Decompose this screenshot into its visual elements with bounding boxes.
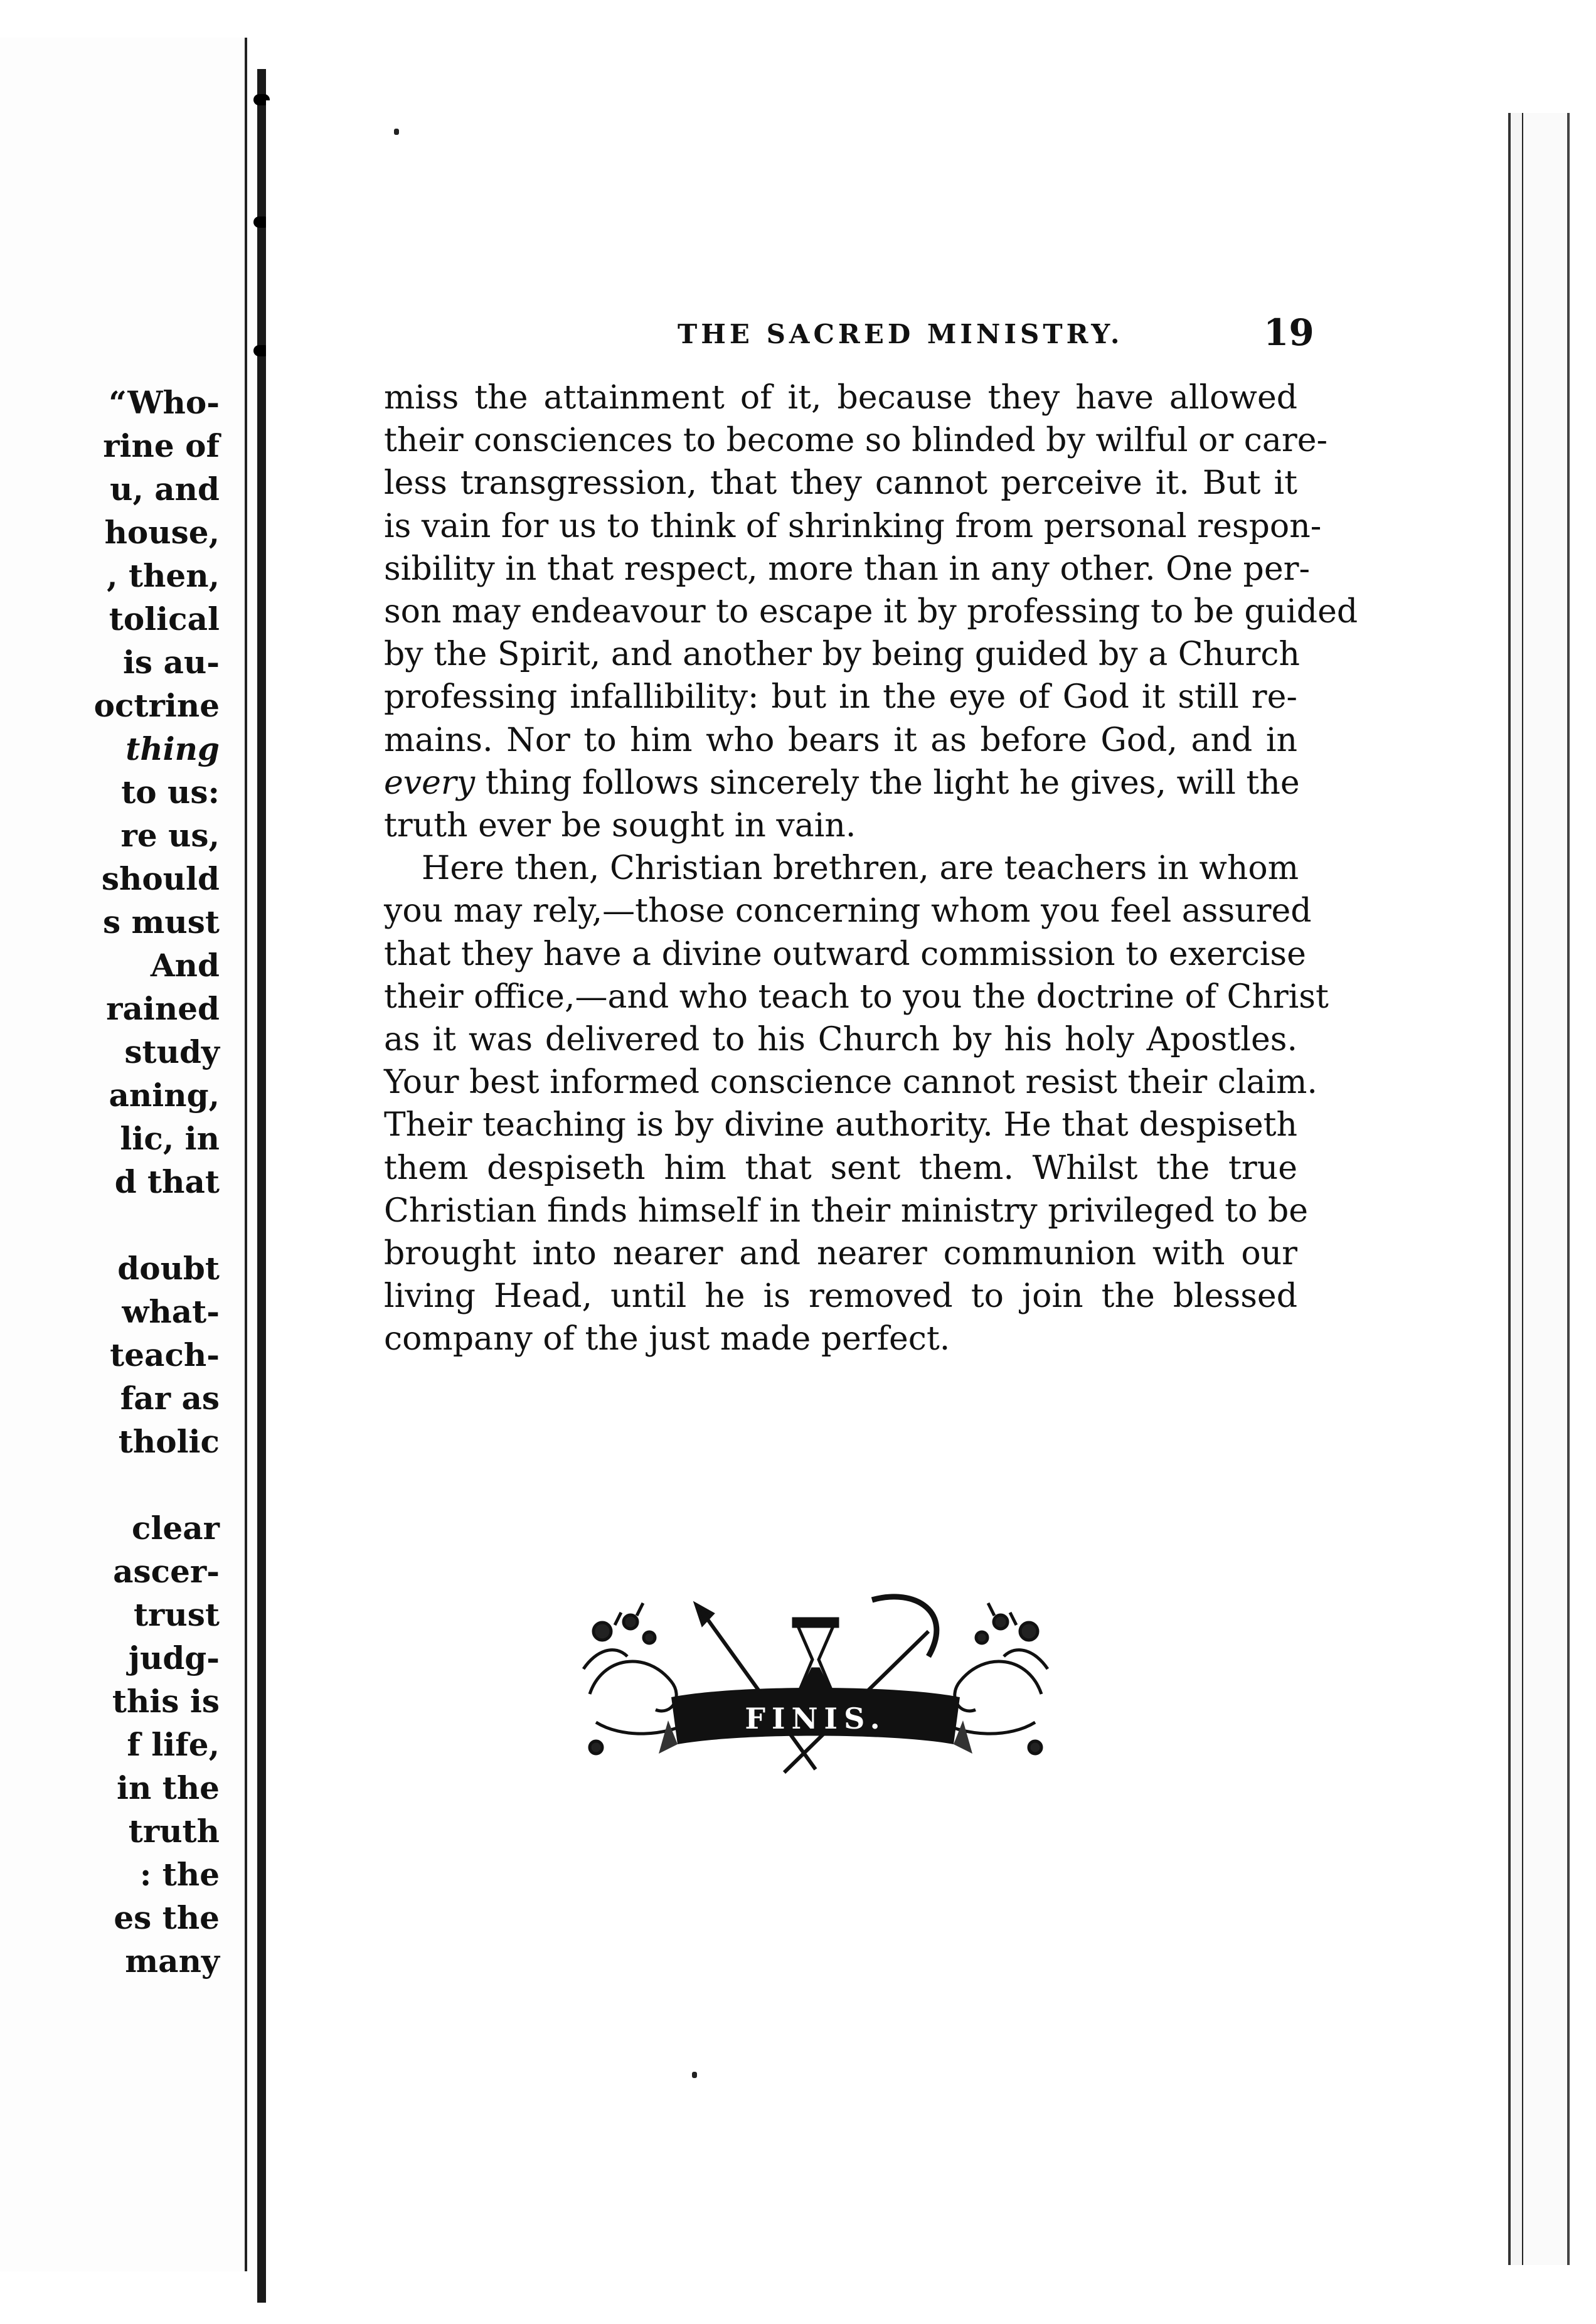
- left-line: teach-: [110, 1336, 220, 1373]
- left-line: rine of: [103, 427, 220, 464]
- text-line: that they have a divine outward commission to exercise: [384, 935, 1306, 973]
- left-line: es the: [114, 1899, 220, 1936]
- left-line: many: [125, 1943, 220, 1980]
- left-line: far as: [120, 1380, 220, 1417]
- text-line: Christian finds himself in their ministry privileged to be: [384, 1191, 1309, 1230]
- ink-speck: [692, 2072, 697, 2078]
- text-line: is vain for us to think of shrinking from personal respon-: [384, 507, 1322, 545]
- running-head: THE SACRED MINISTRY.: [678, 319, 1124, 349]
- left-line: octrine: [93, 687, 220, 724]
- text-line: company of the just made perfect.: [384, 1320, 950, 1358]
- italic-word: every: [384, 764, 476, 802]
- left-line: ascer-: [113, 1553, 220, 1590]
- left-line: trust: [133, 1596, 220, 1633]
- text-line: mains. Nor to him who bears it as before God, and in: [384, 721, 1297, 759]
- text-line: less transgression, that they cannot perceive it. But it: [384, 464, 1297, 503]
- text-line: Your best informed conscience cannot resist their claim.: [384, 1063, 1317, 1102]
- left-line: thing: [125, 730, 220, 767]
- left-line: lic, in: [120, 1120, 220, 1157]
- left-line: this is: [112, 1683, 220, 1720]
- left-line: is au-: [122, 644, 220, 681]
- left-line: u, and: [110, 471, 220, 508]
- page-edge-shadow: [1523, 113, 1570, 2265]
- left-line: re us,: [120, 817, 220, 854]
- text-line: their consciences to become so blinded by wilful or care-: [384, 422, 1328, 460]
- finis-ornament: [577, 1587, 1054, 1794]
- text-line: sibility in that respect, more than in any other. One per-: [384, 550, 1311, 588]
- left-line: truth: [128, 1813, 220, 1850]
- left-line: doubt: [117, 1250, 220, 1287]
- finis-text: FINIS.: [745, 1702, 886, 1735]
- left-line: And: [150, 947, 220, 984]
- text-line: their office,—and who teach to you the doctrine of Christ: [384, 978, 1329, 1016]
- left-line: “Who-: [109, 384, 220, 421]
- text-line: them despiseth him that sent them. Whilst the true: [384, 1149, 1297, 1187]
- left-line: : the: [139, 1856, 220, 1893]
- left-line: , then,: [107, 557, 220, 594]
- ink-speck: [394, 129, 399, 135]
- left-line: clear: [132, 1510, 220, 1547]
- page-number: 19: [1264, 311, 1314, 354]
- text-line: Their teaching is by divine authority. He that despiseth: [384, 1106, 1297, 1144]
- left-line: in the: [116, 1769, 220, 1806]
- left-line: rained: [106, 990, 220, 1027]
- left-line: study: [124, 1033, 220, 1070]
- left-page-fragment: [0, 38, 247, 2271]
- text-line: professing infallibility: but in the eye of God it still re-: [384, 678, 1297, 717]
- left-line: what-: [122, 1293, 220, 1330]
- text-line: by the Spirit, and another by being guided by a Church: [384, 636, 1300, 674]
- left-line: s must: [102, 903, 220, 941]
- text-line: son may endeavour to escape it by professing to be guided: [384, 593, 1358, 631]
- left-line: tolical: [109, 600, 220, 637]
- text-line: as it was delivered to his Church by his holy Apostles.: [384, 1021, 1297, 1059]
- left-line: tholic: [118, 1423, 220, 1460]
- text-line: Here then, Christian brethren, are teachers in whom: [422, 850, 1299, 888]
- text-line: living Head, until he is removed to join the blessed: [384, 1277, 1297, 1316]
- left-line: judg-: [128, 1639, 220, 1676]
- text-line: truth ever be sought in vain.: [384, 807, 856, 845]
- text-line: brought into nearer and nearer communion with our: [384, 1235, 1297, 1273]
- left-line: d that: [114, 1163, 220, 1200]
- text-line: miss the attainment of it, because they have allowed: [384, 379, 1297, 417]
- text-line-with-italic: [384, 762, 1300, 804]
- left-line: should: [101, 860, 220, 897]
- text-line: you may rely,—those concerning whom you feel assured: [384, 892, 1312, 930]
- body-text: [384, 376, 1358, 1361]
- left-line: to us:: [121, 774, 220, 811]
- left-line: aning,: [109, 1077, 220, 1114]
- binding-gutter: [257, 69, 266, 2303]
- text-line-rest: thing follows sincerely the light he gives, will the: [485, 764, 1300, 802]
- left-line: f life,: [127, 1726, 220, 1763]
- left-line: house,: [104, 514, 220, 551]
